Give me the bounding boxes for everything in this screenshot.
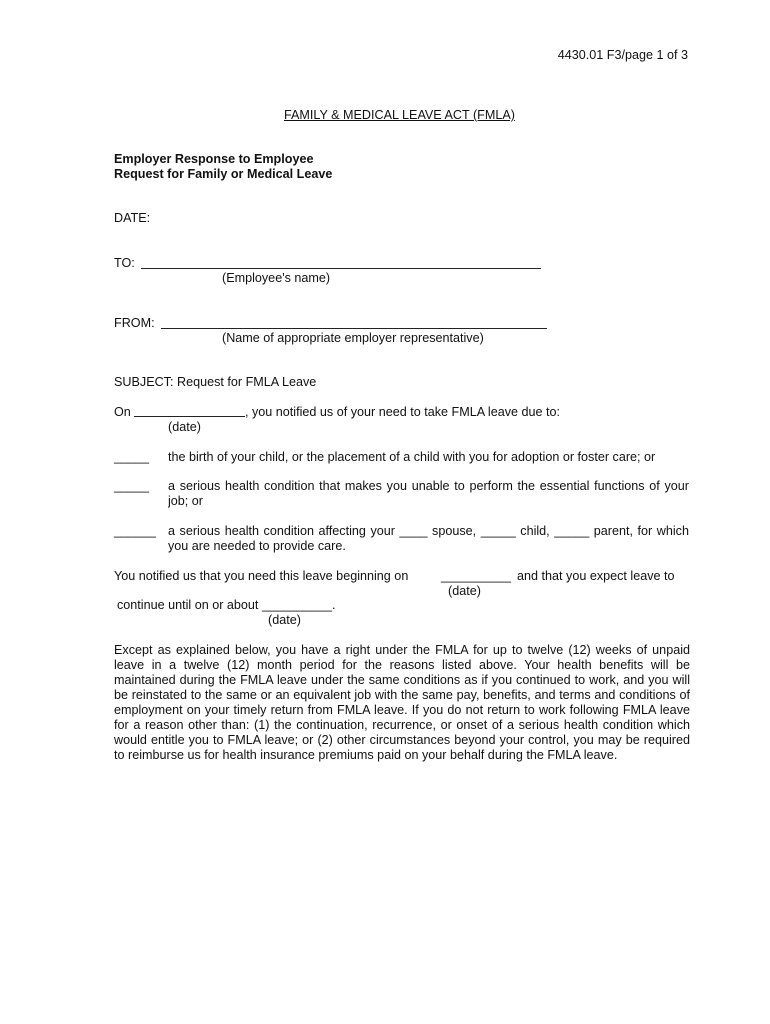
from-label: FROM:: [114, 316, 155, 330]
reason-2-line-1: a serious health condition that makes you unable to perform the essential functions of your: [168, 479, 689, 493]
reason-2-checkbox-blank[interactable]: _____: [114, 479, 150, 493]
notice-on-label: On: [114, 405, 131, 419]
reason-2-line-2: job; or: [168, 494, 204, 508]
employee-name-caption: (Employee's name): [222, 271, 331, 285]
leave-start-end-text: and that you expect leave to: [517, 569, 675, 583]
page-reference: 4430.01 F3/page 1 of 3: [557, 48, 688, 62]
rights-paragraph: [114, 643, 690, 763]
employee-name-field[interactable]: [141, 268, 541, 269]
representative-name-field[interactable]: [161, 328, 547, 329]
leave-end-text: continue until on or about: [117, 598, 259, 612]
reason-1-text: the birth of your child, or the placement of a child with you for adoption or foster care; or: [168, 450, 656, 464]
paragraph-line: to reimburse us for health insurance premiums paid on your behalf during the FMLA leave.: [114, 748, 618, 762]
notice-date-caption: (date): [168, 420, 201, 434]
subtitle-line-1: Employer Response to Employee: [114, 152, 314, 166]
reason-3-text: [168, 524, 689, 554]
leave-start-date-field[interactable]: __________: [441, 569, 512, 583]
representative-name-caption: (Name of appropriate employer representative): [222, 331, 484, 345]
document-title: FAMILY & MEDICAL LEAVE ACT (FMLA): [284, 108, 515, 122]
leave-end-date-field[interactable]: __________.: [262, 598, 336, 612]
reason-3-checkbox-blank[interactable]: ______: [114, 524, 157, 538]
to-label: TO:: [114, 256, 135, 270]
paragraph-line: for a reason other than: (1) the continuation, recurrence, or onset of a serious health condition which: [114, 718, 690, 732]
reason-3-line-2: you are needed to provide care.: [168, 539, 346, 553]
reason-1-checkbox-blank[interactable]: _____: [114, 450, 150, 464]
paragraph-line: leave in a twelve (12) month period for the reasons listed above. Your health benefits will be: [114, 658, 690, 672]
notice-date-field[interactable]: [134, 416, 245, 417]
reason-3-line-1: a serious health condition affecting your ____ spouse, _____ child, _____ parent, for which: [168, 524, 689, 538]
leave-start-date-caption: (date): [448, 584, 481, 598]
paragraph-line: employment on your timely return from FMLA leave. If you do not return to work following FMLA leave: [114, 703, 690, 717]
subject-line: SUBJECT: Request for FMLA Leave: [114, 375, 317, 389]
leave-end-date-caption: (date): [268, 613, 301, 627]
paragraph-line: Except as explained below, you have a right under the FMLA for up to twelve (12) weeks of unpaid: [114, 643, 690, 657]
paragraph-line: would entitle you to FMLA leave; or (2) other circumstances beyond your control, you may be required: [114, 733, 690, 747]
date-label: DATE:: [114, 211, 151, 225]
reason-2-text: [168, 479, 689, 509]
paragraph-line: maintained during the FMLA leave under the same conditions as if you continued to work, and you will: [114, 673, 690, 687]
notice-text: , you notified us of your need to take FMLA leave due to:: [245, 405, 561, 419]
subtitle-line-2: Request for Family or Medical Leave: [114, 167, 333, 181]
paragraph-line: be reinstated to the same or an equivalent job with the same pay, benefits, and terms and conditions of: [114, 688, 690, 702]
leave-start-text: You notified us that you need this leave beginning on: [114, 569, 409, 583]
